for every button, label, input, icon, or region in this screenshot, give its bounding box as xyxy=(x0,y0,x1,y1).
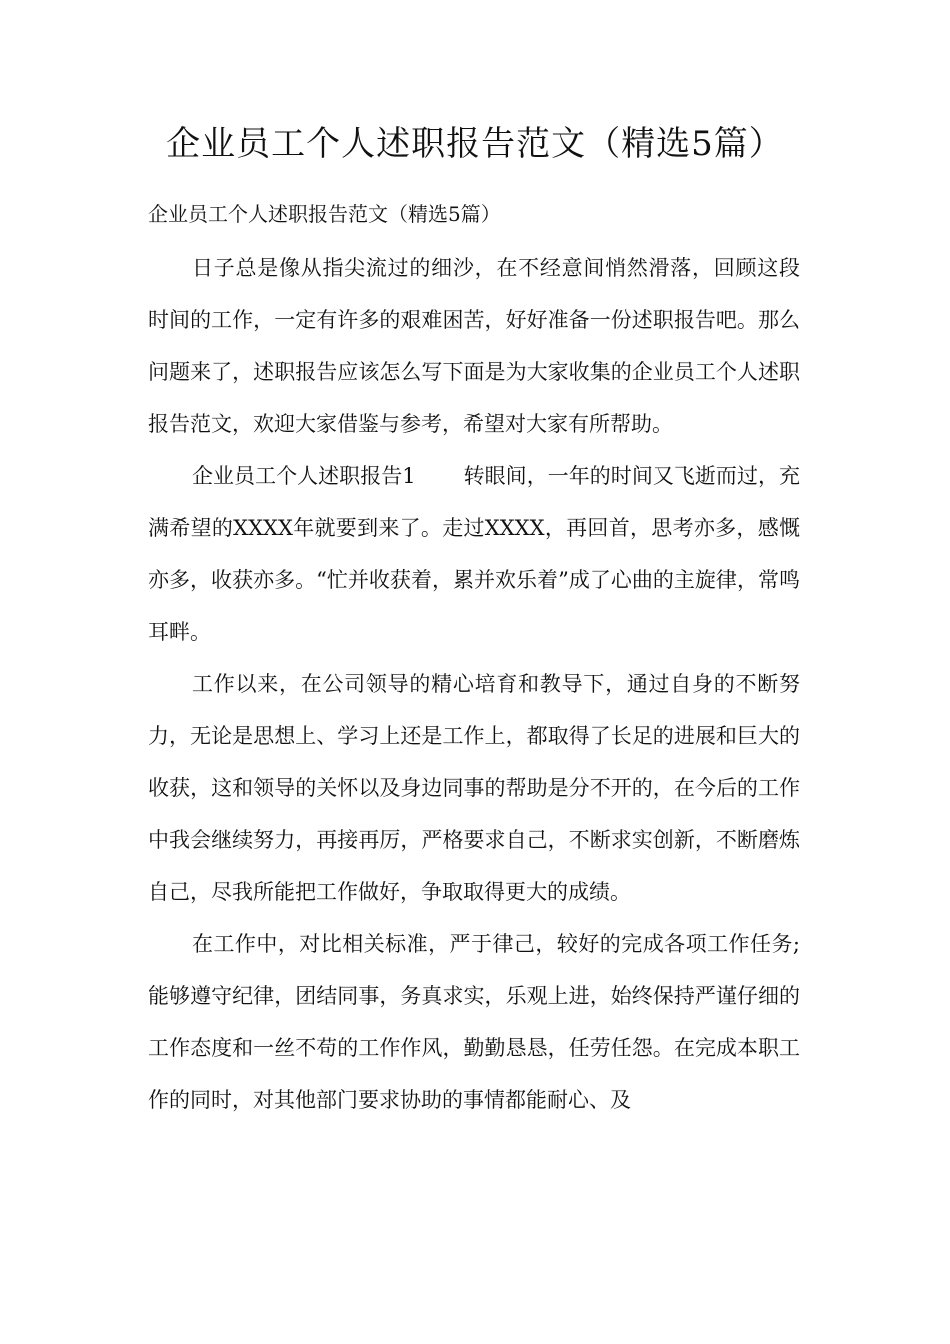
work-paragraph: 工作以来，在公司领导的精心培育和教导下，通过自身的不断努力，无论是思想上、学习上还是工作上，都取得了长足的进展和巨大的收获，这和领导的关怀以及身边同事的帮助是分不开的，在今后的工作中我会继续努力，再接再厉，严格要求自己，不断求实创新，不断磨炼自己，尽我所能把工作做好，争取取得更大的成绩。 xyxy=(148,672,800,904)
report1-body: 转眼间，一年的时间又飞逝而过，充满希望的XXXX年就要到来了。走过XXXX，再回首，思考亦多，感慨亦多，收获亦多。“忙并收获着，累并欢乐着”成了心曲的主旋律，常鸣耳畔。 xyxy=(148,464,800,644)
intro-paragraph: 日子总是像从指尖流过的细沙，在不经意间悄然滑落，回顾这段时间的工作，一定有许多的艰难困苦，好好准备一份述职报告吧。那么问题来了，述职报告应该怎么写下面是为大家收集的企业员工个人述职报告范文，欢迎大家借鉴与参考，希望对大家有所帮助。 xyxy=(148,256,800,436)
document-subtitle: 企业员工个人述职报告范文（精选5篇） xyxy=(148,202,501,226)
report1-heading: 企业员工个人述职报告1 xyxy=(192,464,416,488)
document-title: 企业员工个人述职报告范文（精选5篇） xyxy=(166,124,784,164)
document-body xyxy=(148,194,800,1126)
duty-paragraph: 在工作中，对比相关标准，严于律己，较好的完成各项工作任务;能够遵守纪律，团结同事，务真求实，乐观上进，始终保持严谨仔细的工作态度和一丝不苟的工作作风，勤勤恳恳，任劳任怨。在完成本职工作的同时，对其他部门要求协助的事情都能耐心、及 xyxy=(148,932,800,1112)
report1-paragraph xyxy=(148,450,800,658)
